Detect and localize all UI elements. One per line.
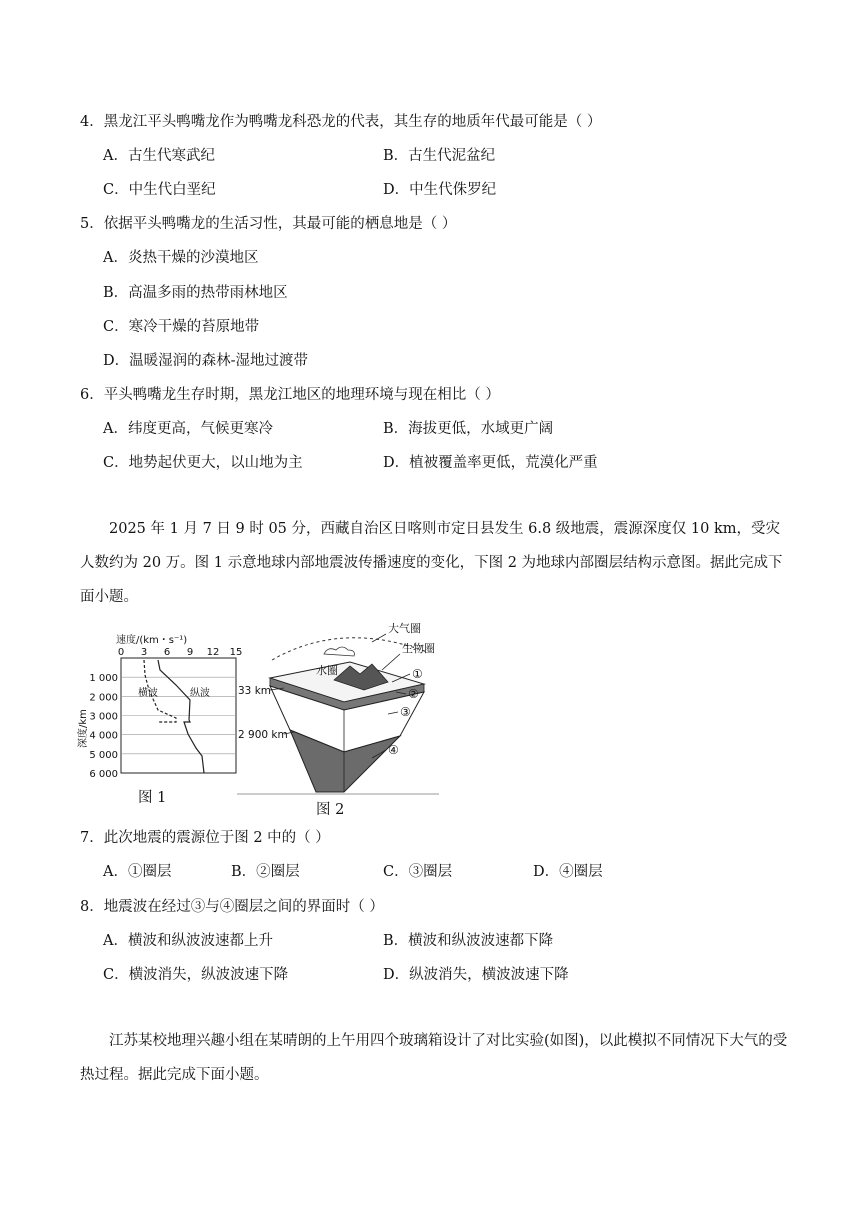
figure1-xlabel: 速度/(km・s⁻¹) — [116, 635, 188, 646]
figure2-layer-2: ② — [408, 687, 419, 701]
figure1-xticks — [118, 647, 243, 658]
figure1-xtick-label: 9 — [186, 647, 194, 658]
figure1-xtick-label: 6 — [163, 647, 171, 658]
figure2-cloud — [324, 647, 354, 656]
figure1-ytick-label: 3 000 — [89, 711, 118, 723]
q4-option-d: D．中生代侏罗纪 — [383, 182, 497, 198]
q5-option-d: D．温暖湿润的森林-湿地过渡带 — [103, 353, 309, 369]
figure2-layer-1: ① — [412, 667, 423, 681]
figure1-ytick-label: 5 000 — [89, 749, 118, 761]
passage-greenhouse-text: 江苏某校地理兴趣小组在某晴朗的上午用四个玻璃箱设计了对比实验(如图)，以此模拟不同情况下大气的受热过程。据此完成下面小题。 — [80, 1033, 788, 1083]
figure1-ylabel: 深度/km — [78, 709, 89, 748]
figure1-ytick-label: 4 000 — [89, 730, 118, 742]
passage-greenhouse-experiment — [80, 1024, 792, 1092]
figure1-xtick-label: 3 — [140, 647, 148, 658]
q6-option-a: A．纬度更高，气候更寒冷 — [103, 421, 273, 437]
q7-option-c: C．③圈层 — [383, 864, 453, 880]
figure2-depth-33: 33 km — [238, 685, 272, 697]
figure2-caption: 图 2 — [316, 802, 345, 818]
q8-option-d: D．纵波消失，横波波速下降 — [383, 967, 569, 983]
q4-option-a: A．古生代寒武纪 — [103, 148, 215, 164]
figure2-layer-4: ④ — [388, 743, 399, 757]
figure1-xtick-label: 12 — [206, 647, 220, 658]
figure1-wave-chart — [76, 630, 246, 782]
q5-option-c: C．寒冷干燥的苔原地带 — [103, 319, 260, 335]
q8-option-c: C．横波消失，纵波波速下降 — [103, 967, 289, 983]
figure1-ytick-label: 6 000 — [89, 769, 118, 780]
figure1-ytick-label: 1 000 — [89, 673, 118, 685]
q4-option-b: B．古生代泥盆纪 — [383, 148, 496, 164]
figure1-p-wave-label: 纵波 — [190, 688, 210, 699]
q7-option-d: D．④圈层 — [533, 864, 603, 880]
q4-option-c: C．中生代白垩纪 — [103, 182, 216, 198]
figure2-hydrosphere-label: 水圈 — [316, 664, 338, 677]
q6-option-d: D．植被覆盖率更低，荒漠化严重 — [383, 455, 598, 471]
q5-option-a: A．炎热干燥的沙漠地区 — [103, 250, 259, 266]
figure1-xtick-label: 15 — [229, 647, 243, 658]
q5-option-b: B．高温多雨的热带雨林地区 — [103, 285, 288, 301]
q5-stem: 5．依据平头鸭嘴龙的生活习性，其最可能的栖息地是（ ） — [80, 216, 457, 232]
q6-stem: 6．平头鸭嘴龙生存时期，黑龙江地区的地理环境与现在相比（ ） — [80, 387, 500, 403]
figure1-yticks — [89, 673, 118, 780]
q8-stem: 8．地震波在经过③与④圈层之间的界面时（ ） — [80, 899, 384, 915]
q6-option-b: B．海拔更低，水域更广阔 — [383, 421, 554, 437]
figure1-s-wave-label: 横波 — [138, 688, 158, 699]
figure1-xtick-label: 0 — [117, 647, 125, 658]
q4-stem: 4．黑龙江平头鸭嘴龙作为鸭嘴龙科恐龙的代表，其生存的地质年代最可能是（ ） — [80, 114, 602, 130]
figure1-ytick-label: 2 000 — [89, 692, 118, 704]
q7-option-b: B．②圈层 — [231, 864, 300, 880]
q8-option-b: B．横波和纵波波速都下降 — [383, 933, 554, 949]
q7-option-a: A．①圈层 — [103, 864, 172, 880]
q7-stem: 7．此次地震的震源位于图 2 中的（ ） — [80, 830, 330, 846]
figure2-layer-3: ③ — [400, 705, 411, 719]
passage-earthquake-text: 2025 年 1 月 7 日 9 时 05 分，西藏自治区日喀则市定日县发生 6.8 级地震，震源深度仅 10 km，受灾人数约为 20 万。图 1 示意地球内部地震波传播速度的变化，下图 2 为地球内部圈层结构示意图。据此完成下面小题。 — [80, 521, 783, 605]
figure2-depth-2900: 2 900 km — [238, 729, 288, 741]
figure2-earth-structure — [229, 612, 457, 797]
q8-option-a: A．横波和纵波波速都上升 — [103, 933, 273, 949]
passage-earthquake — [80, 512, 792, 614]
figure2-biosphere-label: 生物圈 — [402, 642, 435, 655]
q6-option-c: C．地势起伏更大，以山地为主 — [103, 455, 303, 471]
figure2-atmosphere-label: 大气圈 — [388, 622, 421, 635]
figure1-caption: 图 1 — [138, 790, 167, 806]
